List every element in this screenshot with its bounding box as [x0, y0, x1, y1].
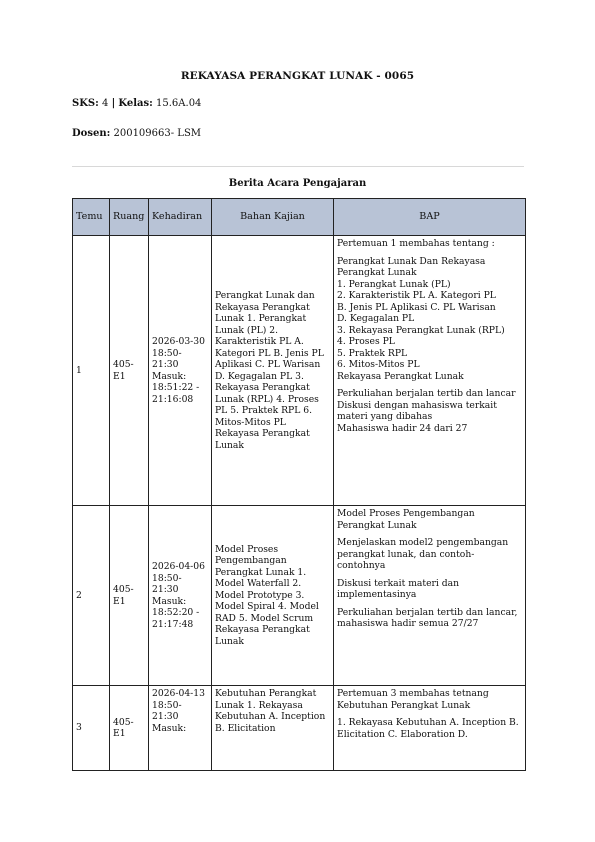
sks-label: SKS: [72, 98, 99, 109]
bap-line: Pertemuan 1 membahas tentang : [337, 238, 495, 249]
dosen-value: 200109663- LSM [113, 128, 202, 139]
temu-cell: 3 [73, 686, 110, 771]
bap-cell [334, 236, 526, 506]
kehadiran-cell: 2026-04-06 18:50-21:30 Masuk: 18:52:20 - 21:17:48 [149, 506, 212, 686]
col-header-temu: Temu [73, 199, 110, 236]
course-title: REKAYASA PERANGKAT LUNAK - 0065 [180, 70, 415, 82]
bap-line: Menjelaskan model2 pengembangan perangkat lunak, dan contoh-contohnya [337, 537, 509, 571]
bap-line: 6. Mitos-Mitos PL [337, 359, 420, 370]
table-header-row [73, 199, 526, 236]
kelas-value: 15.6A.04 [156, 98, 202, 109]
bap-line: Diskusi dengan mahasiswa terkait materi yang dibahas [337, 399, 497, 422]
bap-line: 2. Karakteristik PL A. Kategori PL [337, 290, 496, 301]
bahan-kajian-cell: Perangkat Lunak dan Rekayasa Perangkat Lunak 1. Perangkat Lunak (PL) 2. Karakteristik PL A. Kategori PL B. Jenis PL Aplikasi C. PL Warisan D. Kegagalan PL 3. Rekayasa Perangkat Lunak (RPL) 4. Proses PL 5. Praktek RPL 6. Mitos-Mitos PL Rekayasa Perangkat Lunak [212, 236, 334, 506]
bap-line: Perkuliahan berjalan tertib dan lancar, mahasiswa hadir semua 27/27 [337, 606, 518, 629]
table-row [73, 686, 526, 771]
bap-line: Perkuliahan berjalan tertib dan lancar [337, 388, 516, 399]
col-header-kehadiran: Kehadiran [149, 199, 212, 236]
bap-line: Rekayasa Perangkat Lunak [337, 370, 464, 382]
bap-cell [334, 686, 526, 771]
bap-line: Perangkat Lunak Dan Rekayasa Perangkat Lunak [337, 255, 486, 278]
bap-line: Pertemuan 3 membahas tetnang Kebutuhan Perangkat Lunak [337, 688, 489, 711]
sks-kelas-line [72, 98, 201, 109]
sks-value: 4 [102, 98, 109, 109]
bap-cell [334, 506, 526, 686]
bap-line: 4. Proses PL [337, 336, 395, 347]
bap-table [72, 198, 526, 771]
temu-cell: 1 [73, 236, 110, 506]
table-row [73, 506, 526, 686]
col-header-ruang: Ruang [110, 199, 149, 236]
ruang-cell: 405-E1 [110, 506, 149, 686]
bap-line: 3. Rekayasa Perangkat Lunak (RPL) [337, 324, 505, 336]
kelas-label: Kelas: [118, 98, 153, 109]
separator: | [111, 98, 116, 109]
temu-cell: 2 [73, 506, 110, 686]
dosen-line [72, 128, 201, 139]
col-header-bap: BAP [334, 199, 526, 236]
bap-line: D. Kegagalan PL [337, 313, 415, 324]
bap-line: Model Proses Pengembangan Perangkat Lunak [337, 508, 475, 531]
kehadiran-cell: 2026-04-13 18:50-21:30 Masuk: [149, 686, 212, 771]
kehadiran-cell: 2026-03-30 18:50-21:30 Masuk: 18:51:22 - 21:16:08 [149, 236, 212, 506]
bap-line: Mahasiswa hadir 24 dari 27 [337, 422, 468, 434]
col-header-bahan-kajian: Bahan Kajian [212, 199, 334, 236]
bap-line: 1. Perangkat Lunak (PL) [337, 278, 451, 290]
section-title: Berita Acara Pengajaran [228, 178, 367, 189]
ruang-cell: 405-E1 [110, 236, 149, 506]
bahan-kajian-cell: Kebutuhan Perangkat Lunak 1. Rekayasa Kebutuhan A. Inception B. Elicitation [212, 686, 334, 771]
bap-line: 1. Rekayasa Kebutuhan A. Inception B. Elicitation C. Elaboration D. [337, 717, 519, 740]
bap-line: B. Jenis PL Aplikasi C. PL Warisan [337, 301, 496, 313]
bap-line: Diskusi terkait materi dan implementasinya [337, 577, 460, 600]
table-row [73, 236, 526, 506]
bap-line: 5. Praktek RPL [337, 347, 408, 359]
dosen-label: Dosen: [72, 128, 111, 139]
ruang-cell: 405-E1 [110, 686, 149, 771]
bahan-kajian-cell: Model Proses Pengembangan Perangkat Lunak 1. Model Waterfall 2. Model Prototype 3. Model Spiral 4. Model RAD 5. Model Scrum Rekayasa Perangkat Lunak [212, 506, 334, 686]
divider [72, 166, 524, 167]
